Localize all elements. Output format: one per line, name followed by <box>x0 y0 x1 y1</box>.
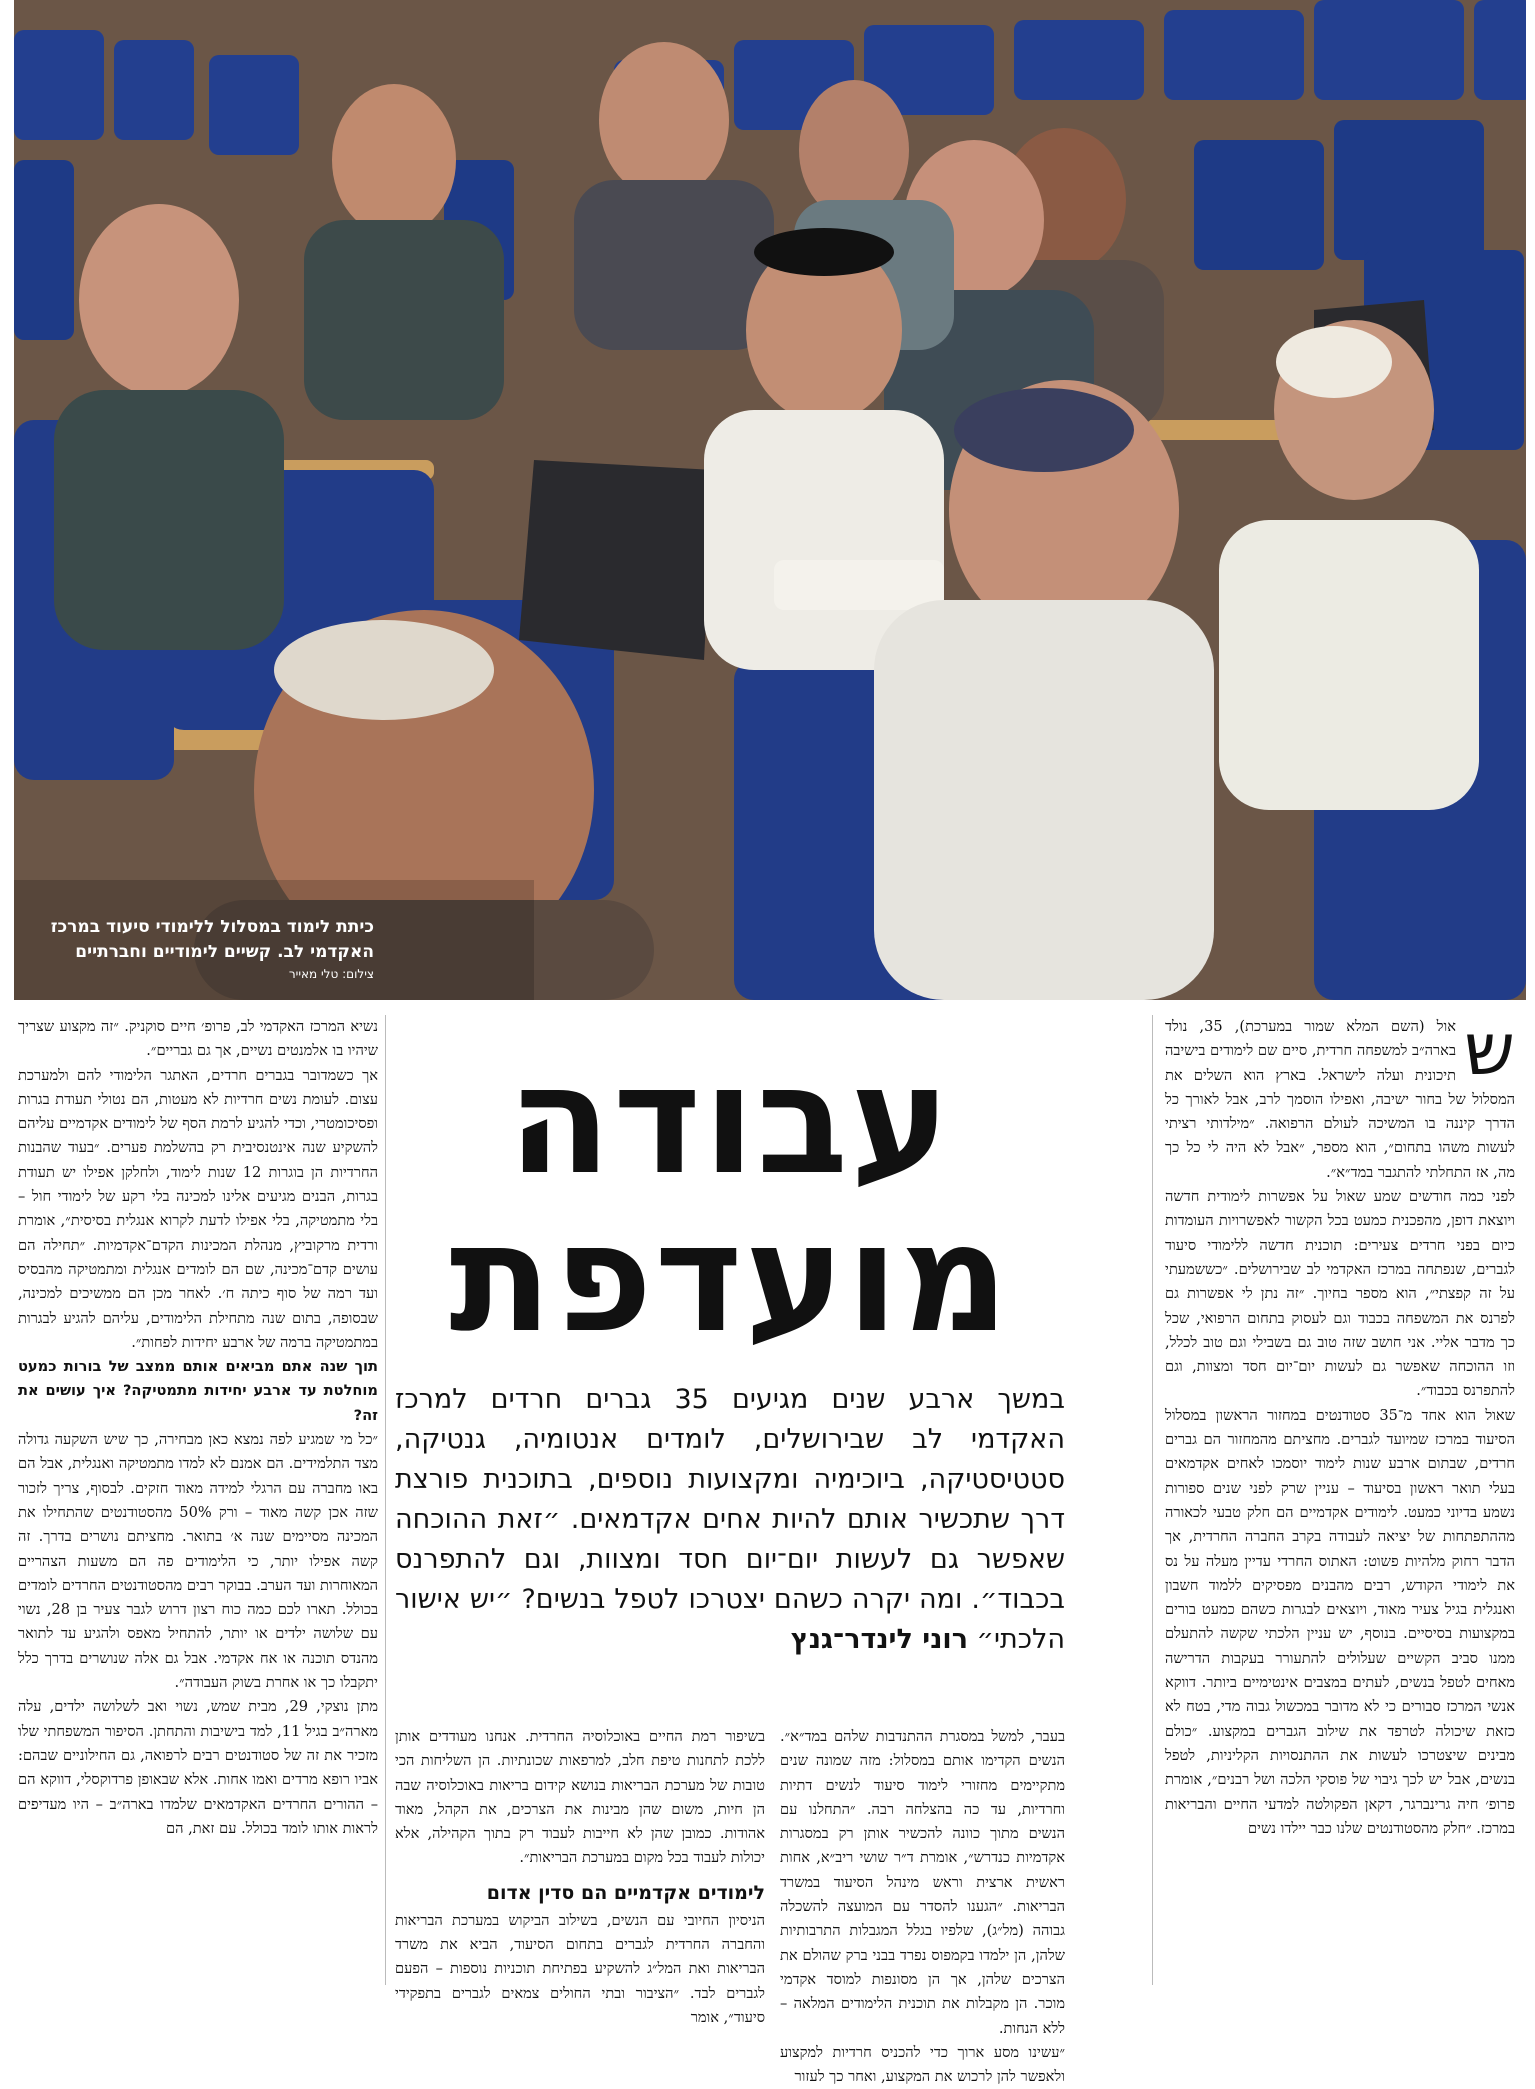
headline-line-2: מועדפת <box>449 1192 1011 1366</box>
article-lead <box>395 1380 1065 1660</box>
column-right <box>1165 1007 1515 1841</box>
column-middle-right <box>780 1725 1065 2089</box>
photo-credit: צילום: טלי מאייר <box>288 967 374 981</box>
paragraph: מתן נוצקי, 29, מבית שמש, נשוי ואב לשלושה ילדים, עלה מארה״ב בגיל 11, למד בישיבות והתחתן. הסיפור המשפחתי שלו מזכיר את זה של סטודנטים רבים לרפואה, גם החילוניים שבהם: אביו רופא מרדים ואמו אחות. אלא שבאופן פרדוקסלי, דווקא הם – ההורים החרדים האקדמאים שלמדו בארה״ב – היו מעדיפים לראות אותו לומד בכולל. עם זאת, הם <box>18 1698 379 1837</box>
paragraph: לפני כמה חודשים שמע שאול על אפשרות לימודית חדשה ויוצאת דופן, מהפכנית כמעט בכל הקשור לאפשרויות העומדות כיום בפני חרדים צעירים: תוכנית חדשה ללימודי סיעוד לגברים, שנפתחה במרכז האקדמי לב שבירושלים. ״כששמעתי על זה קפצתי״, הוא מספר בחיוך. ״זה נתן לי אפשרות גם לפרנס את המשפחה בכבוד וגם לעסוק בתחום הרפואי, שכל כך מדבר אליי. אני חושב שזה טוב גם בשבילי וגם טוב לכלל, וזו ההוכחה שאפשר גם לעשות יום־יום חסד ומצוות, וגם להתפרנס בכבוד״. <box>1165 1188 1515 1400</box>
paragraph: בשיפור רמת החיים באוכלוסיה החרדית. אנחנו מעודדים אותן ללכת לתחנות טיפת חלב, למרפאות שכונתיות. הן השליחות הכי טובות של מערכת הבריאות בנושא קידום בריאות באוכלוסיה שבה הן חיות, משום שהן מבינות את הצרכים, את הקהל, מאוד אהודות. כמובן שהן לא חייבות לעבוד רק בתוך הקהילה, אלא יכולות לעבוד בכל מקום במערכת הבריאות״. <box>395 1728 765 1867</box>
interview-question: תוך שנה אתם מביאים אותם ממצב של בורות כמעט מוחלטת עד ארבע יחידות מתמטיקה? איך עושים את זה? <box>18 1358 378 1424</box>
paragraph-text: אול (השם המלא שמור במערכת), 35, נולד בארה״ב למשפחה חרדית, סיים שם לימודים בישיבה תיכונית ועלה לישראל. בארץ הוא השלים את המסלול של בחור ישיבה, ואפילו הוסמך לרב, אבל לאורך כל הדרך קיננה בו המשיכה לעולם הרפואה. ״מילדותי רציתי לעשות משהו בתחום״, הוא מספר, ״אבל לא היה לי כל כך מה, אז התחלתי להתגבר במד״א״. <box>1165 1018 1515 1181</box>
hero-photo <box>14 0 1526 1000</box>
paragraph: ״כל מי שמגיע לפה נמצא כאן מבחירה, כך שיש השקעה גדולה מצד התלמידים. הם אמנם לא למדו מתמטיקה ואנגלית, אבל הם באו מחברה עם הרגלי למידה מאוד חזקים. לבסוף, צריך לזכור שזה אכן קשה מאוד – ורק 50% מהסטודנטים שהתחילו את המכינה מסיימים שנה א׳ בתואר. מחציתם נושרים בדרך. זה קשה אפילו יותר, כי הלימודים פה הם משעות הצהריים המאוחרות ועד הערב. בבוקר רבים מהסטודנטים החרדים לומדים בכולל. תארו לכם כמה כוח רצון דרוש לגבר צעיר בן 28, נשוי עם שלושה ילדים או יותר, להתחיל מאפס ולהגיע עד לתואר מהנדס תוכנה או אח אקדמי. אבל גם אלה שנושרים בדרך כלל יתקבלו כך או אחרת בשוק העבודה״. <box>18 1431 378 1692</box>
paragraph: בעבר, למשל במסגרת ההתנדבות שלהם במד״א״. הנשים הקדימו אותם במסלול: מזה שמונה שנים מתקיימים מחזורי לימוד סיעוד לנשים דתיות וחרדיות, עד כה בהצלחה רבה. ״התחלנו עם הנשים מתוך כוונה להכשיר אותן רק במסגרות אקדמיות כנדרש״, אומרת ד״ר שושי ריב״א, אחות ראשית ארצית וראש מינהל הסיעוד במשרד הבריאות. ״הגענו להסדר עם המועצה להשכלה גבוהה (מל״ג), שלפיו בגלל המגבלות התרבותיות שלהן, הן ילמדו בקמפוס נפרד בבני ברק שהולם את הצרכים שלהן, אך הן מסונפות למוסד אקדמי מוכר. הן מקבלות את תוכנית הלימודים המלאה – ללא הנחות. <box>780 1728 1065 2037</box>
column-divider <box>385 1015 386 1985</box>
column-middle-left <box>395 1725 765 2030</box>
drop-cap: ש <box>1463 1007 1515 1091</box>
photo-caption <box>14 915 394 983</box>
paragraph: נשיא המרכז האקדמי לב, פרופ׳ חיים סוקניק. ״זה מקצוע שצריך שיהיו בו אלמנטים נשיים, אך גם גבריים״. <box>18 1018 378 1060</box>
column-left <box>18 1015 378 1841</box>
column-divider <box>1152 1015 1153 1985</box>
lead-text: במשך ארבע שנים מגיעים 35 גברים חרדים למרכז האקדמי לב שבירושלים, לומדים אנטומיה, גנטיקה, סטטיסטיקה, ביוכימיה ומקצועות נוספים, בתוכנית פורצת דרך שתכשיר אותם להיות אחים אקדמאים. ״זאת ההוכחה שאפשר גם לעשות יום־יום חסד ומצוות, וגם להתפרנס בכבוד״. ומה יקרה כשהם יצטרכו לטפל בנשים? ״יש אישור הלכתי״ <box>395 1384 1065 1655</box>
paragraph: אך כשמדובר בגברים חרדים, האתגר הלימודי להם ולמערכת עצום. לעומת נשים חרדיות לא מעטות, הם נטולי תעודת בגרות ופסיכומטרי, וכדי להגיע לרמת הסף של לימודים אקדמיים עליהם להשקיע שנה אינטנסיבית רק בהשלמת פערים. ״בעוד שהבנות החרדיות הן בוגרות 12 שנות לימוד, ולחלקן אפילו יש תעודת בגרות, הבנים מגיעים אלינו למכינה בלי רקע של לימודי חול – בלי מתמטיקה, בלי אפילו לדעת לקרוא אנגלית בסיסית״, אומרת ורדית מרקוביץ, מנהלת המכינות הקדם־אקדמיות. ״תחילה הם עושים קדם־מכינה, שם הם לומדים אנגלית ומתמטיקה מהבסיס ועד רמה של סוף כיתה ח׳. לאחר מכן הם ממשיכים למכינה, שבסופה, בתום שנה מתחילת הלימודים, עליהם להגיע לבגרות במתמטיקה ברמה של ארבע יחידות לפחות״. <box>18 1066 378 1351</box>
byline: רוני לינדר־גנץ <box>790 1624 968 1655</box>
headline-line-1: עבודה <box>507 1034 953 1208</box>
paragraph: הניסיון החיובי עם הנשים, בשילוב הביקוש במערכת הבריאות והחברה החרדית לגברים בתחום הסיעוד, הביא את משרד הבריאות ואת המל״ג להשקיע בפתיחת תוכניות נוספות – הפעם לגברים לבד. ״הציבור ובתי החולים צמאים לגברים בתפקידי סיעוד״, אומר <box>395 1911 765 2026</box>
caption-line-2: האקדמי לב. קשיים לימודיים וחברתיים <box>75 942 374 962</box>
article-headline <box>395 1034 1065 1366</box>
classroom-illustration <box>14 0 1526 1000</box>
paragraph <box>1165 1007 1515 1185</box>
paragraph: ״עשינו מסע ארוך כדי להכניס חרדיות למקצוע ולאפשר להן לרכוש את המקצוע, ואחר כך לעזור <box>780 2043 1065 2086</box>
caption-line-1: כיתת לימוד במסלול ללימודי סיעוד במרכז <box>50 917 374 937</box>
section-subhead: לימודים אקדמיים הם סדין אדום <box>486 1881 765 1904</box>
paragraph: שאול הוא אחד מ־35 סטודנטים במחזור הראשון במסלול הסיעוד במרכז שמיועד לגברים. מחציתם מהמחזור הם גברים חרדים, שבתום ארבע שנות לימוד יוסמכו לאחים אקדמאים בעלי תואר ראשון בסיעוד – עניין שרק לפני שנים ספורות נשמע בדיוני כמעט. לימודים אקדמיים הם חלק טבעי לכאורה מההתפתחות של יציאה לעבודה בקרב החברה החרדית, אך הדבר רחוק מלהיות פשוט: האתוס החרדי עדיין מעלה על נס את לימודי הקודש, רבים מהבנים מפסיקים ללמוד חשבון ואנגלית בגיל צעיר מאוד, ויוצאים לבגרות כשהם כמעט בורים במקצועות בסיסיים. בנוסף, יש עניין הלכתי שקשה להתעלם ממנו סביב הקשיים שעלולים להתעורר בעקבות הדרישה מאחים לטפל בנשים, לעתים במצבים אינטימיים ביותר. דווקא אנשי המרכז סבורים כי לא מדובר במכשול גבוה מדי, בטח לא כזאת שיכולה לטרפד את שילוב הגברים במקצוע. ״כולם מבינים שיצטרכו לעשות את ההתנסויות הקליניות, לטפל בנשים, אבל יש לכך גיבוי של פוסקי הלכה ושל רבנים״, אומרת פרופ׳ חיה גרינברגר, דקאן הפקולטה למדעי החיים והבריאות במרכז. ״חלק מהסטודנטים שלנו כבר יילדו נשים <box>1165 1406 1515 1837</box>
